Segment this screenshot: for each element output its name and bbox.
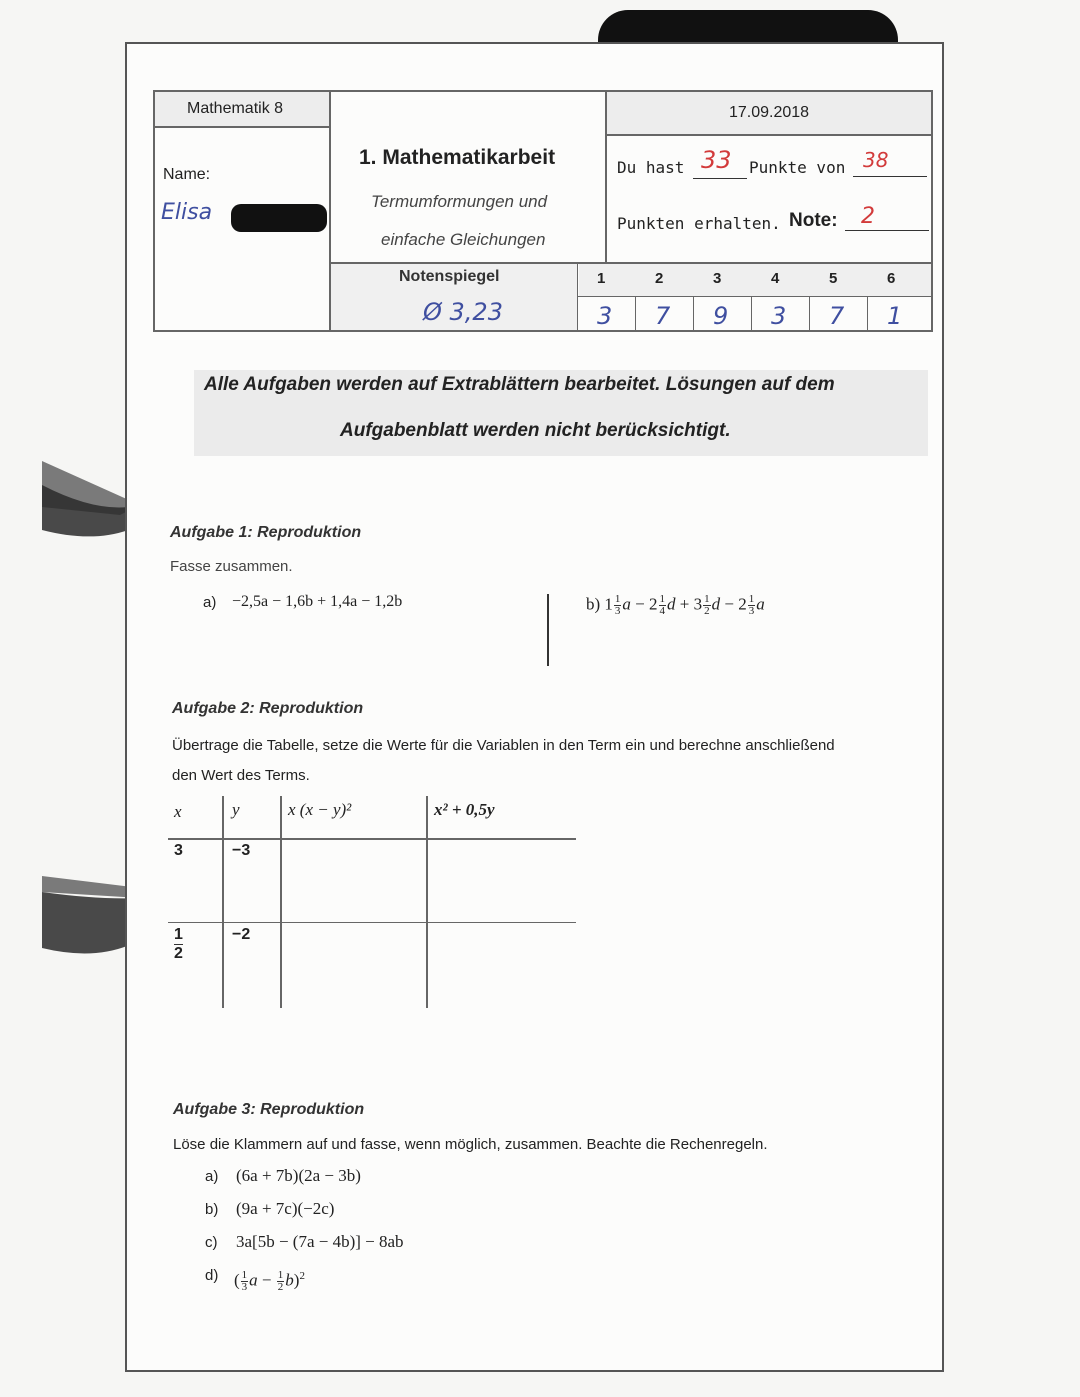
col-y: y — [232, 800, 240, 819]
grade-count-3: 9 — [713, 302, 729, 330]
col-term2: x² + 0,5y — [434, 800, 495, 819]
grade-header-3: 3 — [713, 270, 722, 287]
name-label: Name: — [163, 166, 211, 183]
task1-b-label: b) — [586, 594, 601, 614]
task3-item-expr: (9a + 7c)(−2c) — [236, 1199, 335, 1218]
grade-count-6: 1 — [887, 302, 903, 330]
grade-count-1: 3 — [597, 302, 613, 330]
subject-label: Mathematik 8 — [187, 100, 284, 117]
points-suffix: Punkten erhalten. — [617, 214, 781, 233]
task3-item-expr: (6a + 7b)(2a − 3b) — [236, 1166, 361, 1185]
points-prefix: Du hast — [617, 158, 685, 177]
task1-a-expr: −2,5a − 1,6b + 1,4a − 1,2b — [232, 593, 403, 610]
task3-d-expr: ( $\frac{1}{3}$ a − $\frac{1}{2}$ b)$^2$ — [234, 1269, 305, 1294]
col-term1: x (x − y)² — [288, 800, 352, 819]
task2-title: Aufgabe 2: Reproduktion — [172, 700, 364, 717]
task1-a-label: a) — [203, 594, 217, 611]
task2-instruction-2: den Wert des Terms. — [172, 767, 310, 784]
exam-date: 17.09.2018 — [729, 104, 810, 121]
points-scored: 33 — [701, 146, 732, 174]
task1-divider — [547, 594, 549, 666]
task1-b-expr: b) 1 $\frac{1}{3}$ a − 2 $\frac{1}{4}$ d + 3 $\frac{1}{2}$ d − 2 $\frac{1}{3}$ a — [586, 593, 765, 617]
task3-item-expr: 3a[5b − (7a − 4b)] − 8ab — [236, 1232, 404, 1251]
notice-line-2: Aufgabenblatt werden nicht berücksichtigt. — [340, 420, 731, 441]
notice-box — [194, 370, 928, 456]
task3-item-label: b) — [205, 1201, 219, 1218]
grade-count-4: 3 — [771, 302, 787, 330]
task3-item-label: a) — [205, 1168, 219, 1185]
notenspiegel-label: Notenspiegel — [399, 268, 500, 285]
task3-item-label: d) — [205, 1267, 219, 1284]
topic-line-2: einfache Gleichungen — [381, 230, 546, 249]
task1-instruction: Fasse zusammen. — [170, 558, 293, 575]
task3-instruction: Löse die Klammern auf und fasse, wenn möglich, zusammen. Beachte die Rechenregeln. — [173, 1136, 768, 1153]
grade-header-2: 2 — [655, 270, 664, 287]
task3-item-label: c) — [205, 1234, 218, 1251]
row1-y: −3 — [232, 842, 251, 859]
grade-label: Note: — [789, 210, 838, 231]
row1-x: 3 — [174, 842, 183, 859]
name-value: Elisa — [161, 200, 213, 225]
col-x: x — [174, 802, 182, 821]
grade-header-4: 4 — [771, 270, 780, 287]
redaction-surname — [231, 204, 327, 232]
points-total: 38 — [863, 148, 889, 172]
grade-header-1: 1 — [597, 270, 606, 287]
grade-value: 2 — [861, 204, 875, 229]
exam-title: 1. Mathematikarbeit — [359, 146, 556, 169]
grade-count-2: 7 — [655, 302, 671, 330]
row2-y: −2 — [232, 926, 251, 943]
notice-line-1: Alle Aufgaben werden auf Extrablättern bearbeitet. Lösungen auf dem — [204, 374, 835, 395]
grade-count-5: 7 — [829, 302, 845, 330]
grade-header-6: 6 — [887, 270, 896, 287]
task1-title: Aufgabe 1: Reproduktion — [170, 524, 362, 541]
row2-x-fraction: 1 2 — [174, 926, 183, 962]
task3-title: Aufgabe 3: Reproduktion — [173, 1101, 365, 1118]
points-middle: Punkte von — [749, 158, 846, 177]
task2-instruction-1: Übertrage die Tabelle, setze die Werte für die Variablen in den Term ein und berechne anschließend — [172, 737, 835, 754]
value-table — [168, 796, 576, 1008]
grade-header-5: 5 — [829, 270, 838, 287]
topic-line-1: Termumformungen und — [371, 192, 548, 211]
average-grade: Ø 3,23 — [423, 298, 503, 326]
header-table — [153, 90, 933, 332]
